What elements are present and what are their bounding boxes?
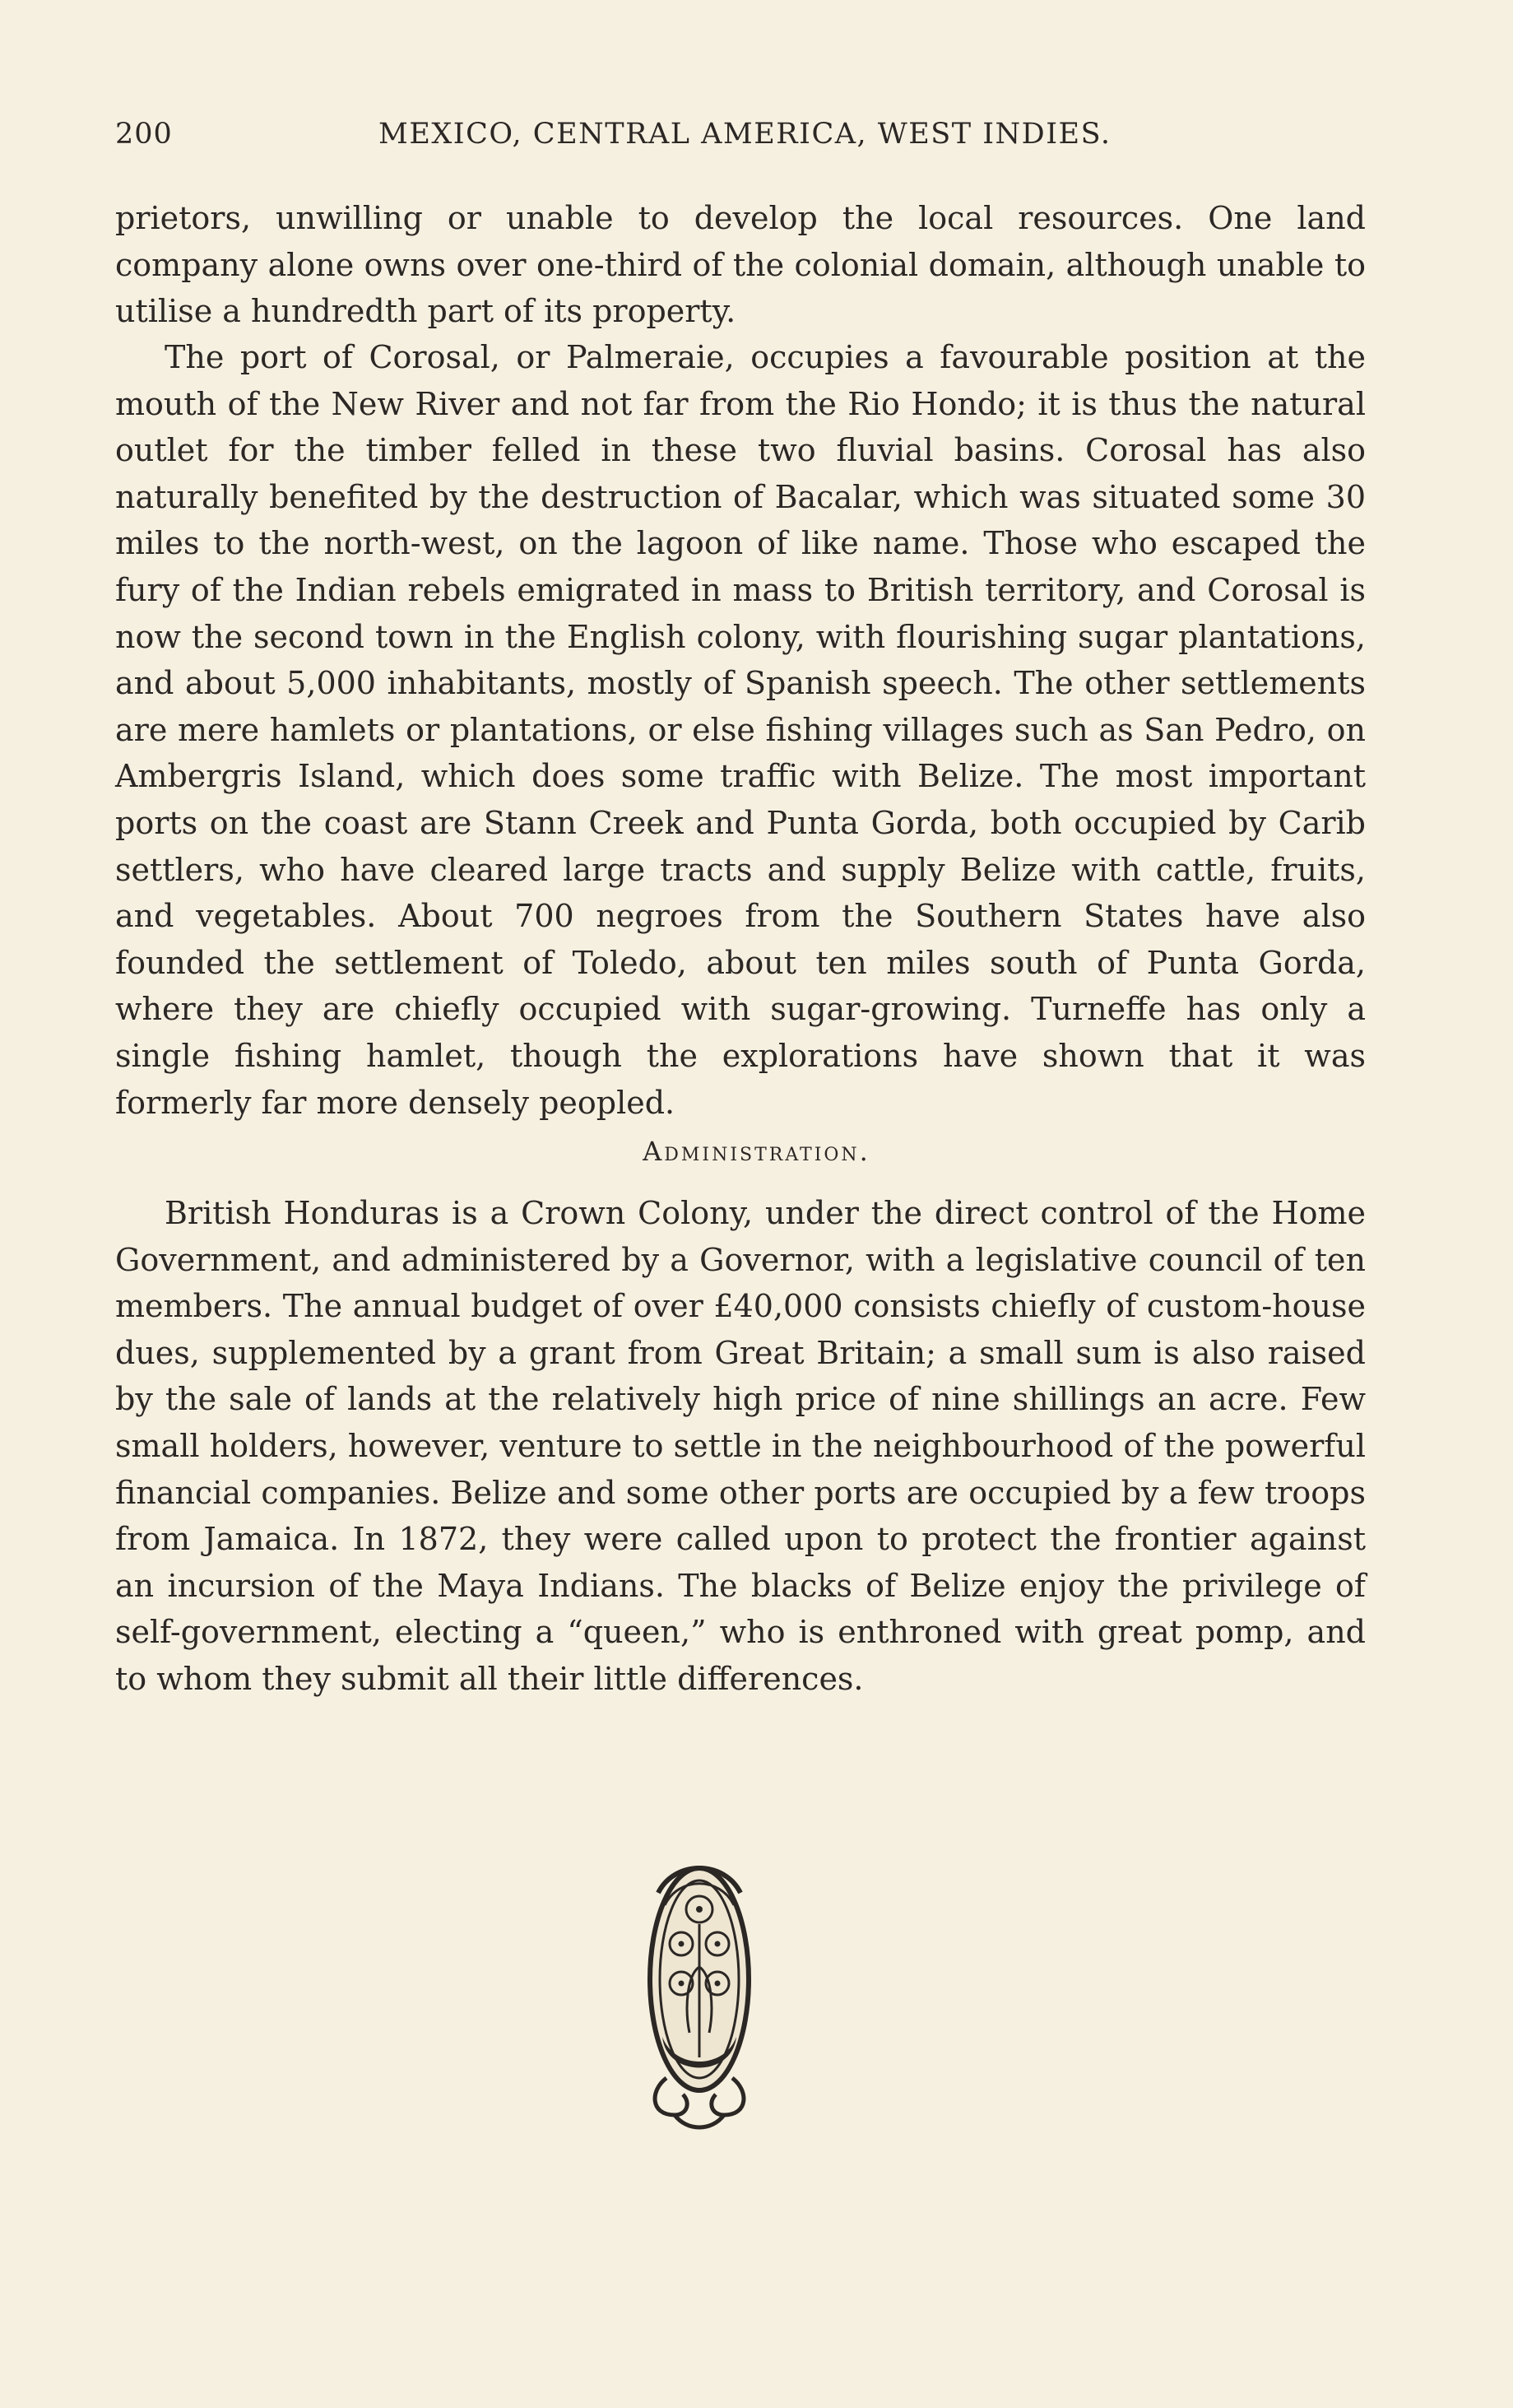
tailpiece-svg	[642, 1843, 757, 2148]
floral-tailpiece-icon	[642, 1843, 757, 2148]
paragraph-2	[115, 334, 1366, 1126]
paragraph-2-text: The port of Corosal, or Palmeraie, occupies a favourable position at the mouth of the New River and not far from the Rio Hondo; it is thus the natural outlet for the timber felled in these two fluvial basins. Corosal has also naturally benefited by the destruction of Bacalar, which was situated some 30 miles to the north-west, on the lagoon of like name. Those who escaped the fury of the Indian rebels emigrated in mass to British territory, and Corosal is now the second town in the English colony, with flourishing sugar plantations, and about 5,000 inhabitants, mostly of Spanish speech. The other settlements are mere hamlets or plantations, or else fishing villages such as San Pedro, on Ambergris Island, which does some traffic with Belize. The most important ports on the coast are Stann Creek and Punta Gorda, both occupied by Carib settlers, who have cleared large tracts and supply Belize with cattle, fruits, and vegetables. About 700 negroes from the Southern States have also founded the settlement of Toledo, about ten miles south of Punta Gorda, where they are chiefly occupied with sugar-growing. Turneffe has only a single fishing hamlet, though the explorations have shown that it was formerly far more densely peopled.	[115, 339, 1366, 1121]
paragraph-3	[115, 1190, 1366, 1703]
page-number: 200	[115, 118, 173, 151]
paragraph-3-text: British Honduras is a Crown Colony, under the direct control of the Home Government, and administered by a Governor, with a legislative council of ten members. The annual budget of over £40,000 consists chiefly of custom-house dues, supplemented by a grant from Great Britain; a small sum is also raised by the sale of lands at the relatively high price of nine shillings an acre. Few small holders, however, venture to settle in the neighbourhood of the powerful financial companies. Belize and some other ports are occupied by a few troops from Jamaica. In 1872, they were called upon to protect the frontier against an incursion of the Maya Indians. The blacks of Belize enjoy the privilege of self-government, electing a “queen,” who is enthroned with great pomp, and to whom they submit all their little differences.	[115, 1195, 1366, 1697]
paragraph-1-text: prietors, unwilling or unable to develop the local resources. One land company alone owns over one-third of the colonial domain, although unable to utilise a hundredth part of its property.	[115, 200, 1366, 330]
section-heading: Administration.	[643, 1136, 870, 1167]
running-title: MEXICO, CENTRAL AMERICA, WEST INDIES.	[378, 118, 1112, 151]
running-head	[115, 118, 1366, 159]
paragraph-1	[115, 195, 1366, 335]
